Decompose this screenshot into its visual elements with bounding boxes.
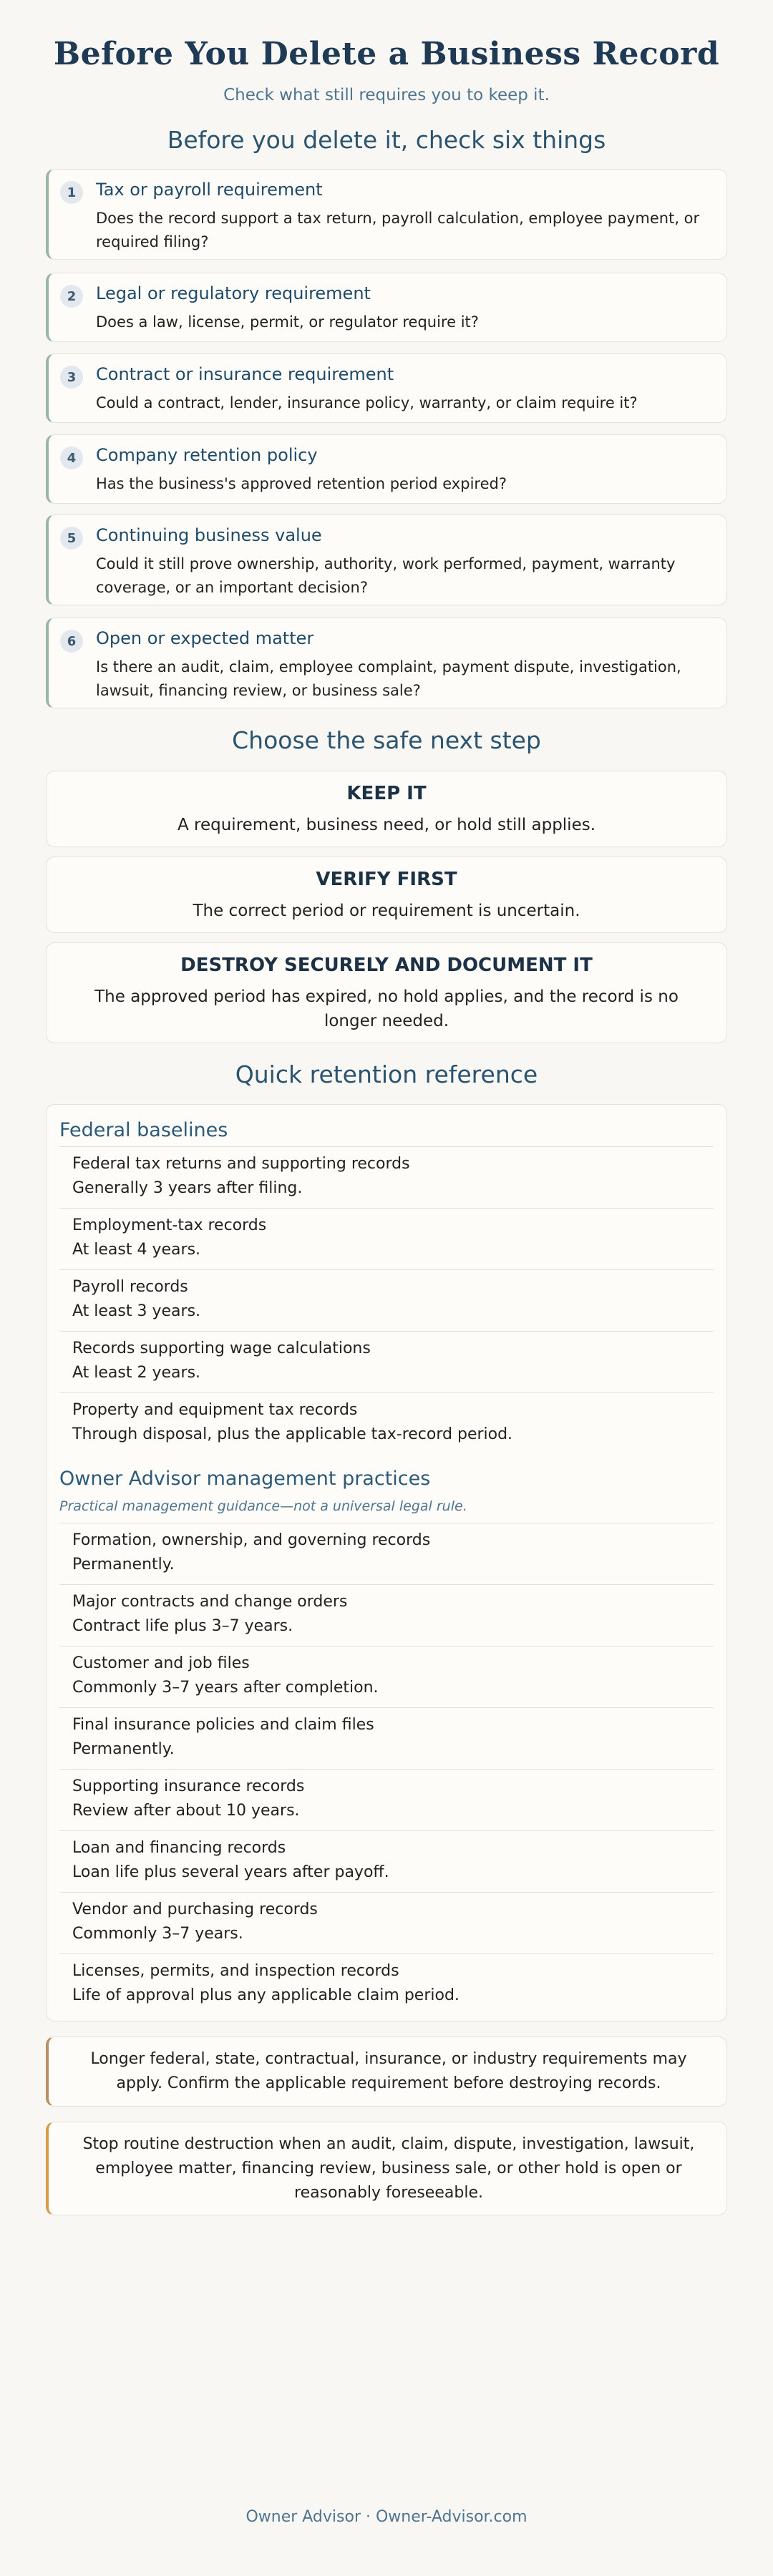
requirements-notice: [46, 2036, 727, 2107]
check-card-3: [46, 353, 727, 423]
check-number: 6: [60, 630, 83, 653]
retention-item-name: Vendor and purchasing records: [72, 1901, 318, 1918]
check-text: Does a law, license, permit, or regulator require it?: [96, 313, 479, 331]
destruction-hold-notice-text: Stop routine destruction when an audit, claim, dispute, investigation, lawsuit, employee matter, financing review, business sale, or other hold is open or reasonably foreseeable.: [82, 2135, 695, 2202]
check-card-6: [46, 618, 727, 708]
check-text: Could a contract, lender, insurance policy, warranty, or claim require it?: [96, 394, 638, 411]
divider: [59, 1707, 714, 1708]
check-number: 2: [60, 285, 83, 308]
management-practices-note: Practical management guidance—not a universal legal rule.: [59, 1498, 467, 1514]
retention-item-name: Formation, ownership, and governing records: [72, 1531, 431, 1549]
steps-section-title: Choose the safe next step: [232, 726, 541, 754]
federal-baselines-heading: Federal baselines: [59, 1119, 228, 1141]
retention-item-value: Permanently.: [72, 1740, 175, 1758]
divider: [59, 1146, 714, 1147]
check-text: Is there an audit, claim, employee complaint, payment dispute, investigation, lawsuit, financing review, or business sale?: [96, 658, 681, 699]
check-card-2: [46, 273, 727, 342]
retention-item-name: Employment-tax records: [72, 1216, 267, 1234]
divider: [59, 1269, 714, 1270]
retention-item-value: At least 3 years.: [72, 1302, 201, 1320]
check-title: Contract or insurance requirement: [96, 364, 394, 384]
footer: Owner Advisor · Owner-Advisor.com: [245, 2508, 528, 2526]
check-text: Could it still prove ownership, authority, work performed, payment, warranty coverage, or an important decision?: [96, 555, 676, 596]
management-practices-heading: Owner Advisor management practices: [59, 1468, 431, 1490]
check-text: Has the business's approved retention period expired?: [96, 475, 507, 492]
retention-item-value: Commonly 3–7 years.: [72, 1925, 243, 1943]
step-card-verify: [46, 857, 727, 933]
retention-item-name: Records supporting wage calculations: [72, 1340, 371, 1357]
destruction-hold-notice: [46, 2122, 727, 2215]
retention-item-name: Customer and job files: [72, 1654, 250, 1672]
check-title: Company retention policy: [96, 445, 318, 465]
step-card-keep: [46, 771, 727, 847]
check-text: Does the record support a tax return, payroll calculation, employee payment, or required filing?: [96, 210, 700, 250]
retention-item-value: At least 4 years.: [72, 1241, 201, 1259]
check-number: 3: [60, 366, 83, 389]
retention-item-name: Loan and financing records: [72, 1839, 286, 1857]
retention-item-name: Federal tax returns and supporting records: [72, 1155, 410, 1173]
retention-item-name: Supporting insurance records: [72, 1777, 305, 1795]
retention-item-value: Review after about 10 years.: [72, 1802, 300, 1820]
retention-item-value: Loan life plus several years after payoff.: [72, 1863, 389, 1881]
check-card-4: [46, 434, 727, 504]
check-title: Tax or payroll requirement: [96, 180, 323, 200]
step-title: VERIFY FIRST: [316, 869, 457, 890]
divider: [59, 1830, 714, 1831]
check-title: Open or expected matter: [96, 628, 314, 648]
step-card-destroy: [46, 942, 727, 1043]
reference-section-title: Quick retention reference: [235, 1060, 538, 1088]
check-card-5: [46, 514, 727, 605]
check-number: 4: [60, 447, 83, 469]
retention-item-name: Final insurance policies and claim files: [72, 1716, 374, 1734]
check-card-1: [46, 169, 727, 260]
retention-item-value: At least 2 years.: [72, 1364, 201, 1382]
divider: [59, 1392, 714, 1393]
divider: [59, 1769, 714, 1770]
retention-item-value: Permanently.: [72, 1556, 175, 1574]
step-text: The correct period or requirement is uncertain.: [193, 902, 580, 920]
divider: [59, 1584, 714, 1585]
check-title: Continuing business value: [96, 525, 322, 545]
page-subtitle: Check what still requires you to keep it.: [223, 86, 550, 104]
divider: [59, 1208, 714, 1209]
retention-item-name: Payroll records: [72, 1278, 188, 1296]
retention-reference-card: [46, 1104, 727, 2021]
retention-item-value: Commonly 3–7 years after completion.: [72, 1679, 379, 1697]
divider: [59, 1892, 714, 1893]
checks-section-title: Before you delete it, check six things: [167, 126, 606, 154]
retention-item-name: Licenses, permits, and inspection records: [72, 1962, 399, 1980]
divider: [59, 1331, 714, 1332]
retention-item-value: Through disposal, plus the applicable tax-record period.: [72, 1425, 513, 1443]
retention-item-value: Contract life plus 3–7 years.: [72, 1617, 293, 1635]
step-text: The approved period has expired, no hold applies, and the record is no longer needed.: [94, 987, 679, 1030]
retention-item-value: Life of approval plus any applicable claim period.: [72, 1986, 460, 2004]
divider: [59, 1953, 714, 1954]
retention-item-name: Property and equipment tax records: [72, 1401, 358, 1419]
requirements-notice-text: Longer federal, state, contractual, insurance, or industry requirements may apply. Confirm the applicable requirement before destroying records.: [90, 2050, 687, 2092]
page-title: Before You Delete a Business Record: [53, 36, 720, 72]
retention-item-value: Generally 3 years after filing.: [72, 1179, 303, 1197]
step-title: DESTROY SECURELY AND DOCUMENT IT: [180, 955, 593, 976]
retention-item-name: Major contracts and change orders: [72, 1593, 348, 1611]
check-number: 5: [60, 527, 83, 550]
step-text: A requirement, business need, or hold still applies.: [177, 816, 596, 834]
check-title: Legal or regulatory requirement: [96, 283, 371, 303]
step-title: KEEP IT: [346, 783, 427, 804]
check-number: 1: [60, 181, 83, 204]
